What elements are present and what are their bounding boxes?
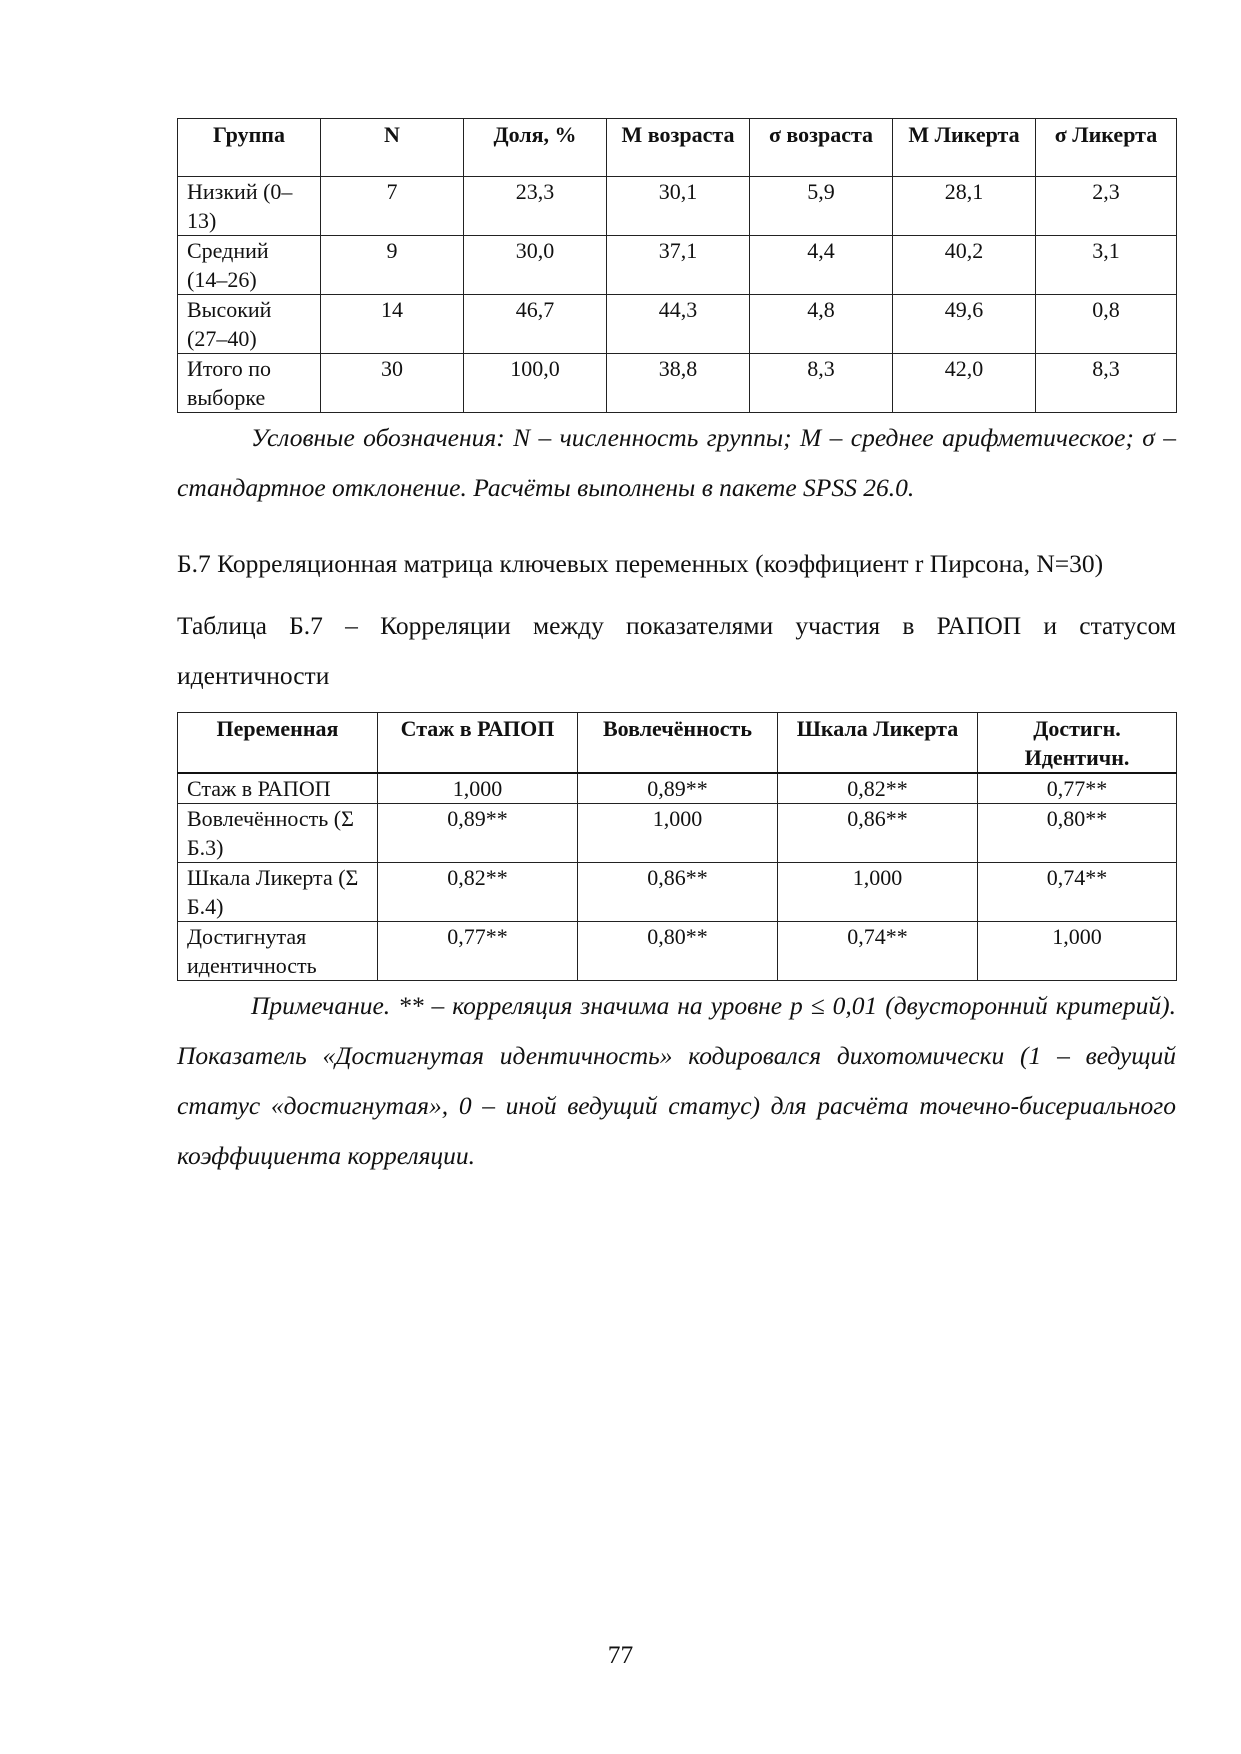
table-cell: Достигнутая идентичность: [178, 922, 378, 981]
table-cell: 42,0: [893, 354, 1036, 413]
table-cell: 0,89**: [578, 773, 778, 804]
table-cell: 1,000: [978, 922, 1177, 981]
table-cell: 9: [321, 236, 464, 295]
table-cell: 4,4: [750, 236, 893, 295]
table-row: [178, 354, 1177, 413]
section-heading: Б.7 Корреляционная матрица ключевых переменных (коэффициент r Пирсона, N=30): [177, 549, 1104, 578]
table-row: [178, 295, 1177, 354]
table-cell: 1,000: [378, 773, 578, 804]
table-row: [178, 804, 1177, 863]
table-cell: Стаж в РАПОП: [178, 773, 378, 804]
column-header: Группа: [178, 119, 321, 177]
table-cell: 0,77**: [978, 773, 1177, 804]
table-cell: 8,3: [1036, 354, 1177, 413]
page-number: 77: [607, 1640, 634, 1669]
table-cell: 7: [321, 177, 464, 236]
column-header: Достигн. Идентичн.: [978, 713, 1177, 774]
table-cell: 0,77**: [378, 922, 578, 981]
table-cell: 49,6: [893, 295, 1036, 354]
table-cell: 4,8: [750, 295, 893, 354]
column-header: Доля, %: [464, 119, 607, 177]
table-cell: 30: [321, 354, 464, 413]
table-cell: Шкала Ликерта (Σ Б.4): [178, 863, 378, 922]
column-header: N: [321, 119, 464, 177]
table-cell: 0,8: [1036, 295, 1177, 354]
column-header: σ возраста: [750, 119, 893, 177]
table-cell: 0,86**: [778, 804, 978, 863]
table-row: [178, 177, 1177, 236]
table-row: [178, 863, 1177, 922]
document-page: [177, 118, 1176, 1181]
column-header: M возраста: [607, 119, 750, 177]
table-cell: 46,7: [464, 295, 607, 354]
column-header: Вовлечённость: [578, 713, 778, 774]
table-cell: 30,1: [607, 177, 750, 236]
table-cell: 3,1: [1036, 236, 1177, 295]
table-cell: 40,2: [893, 236, 1036, 295]
table-cell: 0,82**: [778, 773, 978, 804]
table-cell: 0,80**: [578, 922, 778, 981]
table-cell: Итого по выборке: [178, 354, 321, 413]
column-header: M Ликерта: [893, 119, 1036, 177]
column-header: σ Ликерта: [1036, 119, 1177, 177]
table-cell: 0,86**: [578, 863, 778, 922]
table-cell: Высокий (27–40): [178, 295, 321, 354]
table-cell: 37,1: [607, 236, 750, 295]
table-cell: Средний (14–26): [178, 236, 321, 295]
table-header-row: [178, 713, 1177, 774]
column-header: Шкала Ликерта: [778, 713, 978, 774]
table-cell: 1,000: [578, 804, 778, 863]
table-cell: 28,1: [893, 177, 1036, 236]
column-header: Переменная: [178, 713, 378, 774]
table-cell: Вовлечённость (Σ Б.3): [178, 804, 378, 863]
table-cell: 0,89**: [378, 804, 578, 863]
table-cell: 44,3: [607, 295, 750, 354]
column-header: Стаж в РАПОП: [378, 713, 578, 774]
table-cell: 14: [321, 295, 464, 354]
correlation-matrix-table: [177, 712, 1177, 981]
table-cell: 2,3: [1036, 177, 1177, 236]
table-cell: 23,3: [464, 177, 607, 236]
table-header-row: [178, 119, 1177, 177]
table-row: [178, 773, 1177, 804]
table-legend-note: Условные обозначения: N – численность группы; M – среднее арифметическое; σ – стандартное отклонение. Расчёты выполнены в пакете SPSS 26.0.: [177, 423, 1176, 502]
table-cell: 100,0: [464, 354, 607, 413]
table-cell: 0,74**: [778, 922, 978, 981]
table-cell: 1,000: [778, 863, 978, 922]
table-row: [178, 236, 1177, 295]
table-caption: Таблица Б.7 – Корреляции между показателями участия в РАПОП и статусом идентичности: [177, 611, 1176, 690]
table-cell: Низкий (0–13): [178, 177, 321, 236]
table-cell: 0,80**: [978, 804, 1177, 863]
table-cell: 8,3: [750, 354, 893, 413]
table-cell: 0,74**: [978, 863, 1177, 922]
table-cell: 5,9: [750, 177, 893, 236]
table-cell: 30,0: [464, 236, 607, 295]
group-statistics-table: [177, 118, 1177, 413]
table-cell: 0,82**: [378, 863, 578, 922]
table-cell: 38,8: [607, 354, 750, 413]
table-footnote: Примечание. ** – корреляция значима на уровне p ≤ 0,01 (двусторонний критерий). Показатель «Достигнутая идентичность» кодировался дихотомически (1 – ведущий статус «достигнутая», 0 – иной ведущий статус) для расчёта точечно-бисериального коэффициента корреляции.: [177, 991, 1176, 1170]
table-row: [178, 922, 1177, 981]
